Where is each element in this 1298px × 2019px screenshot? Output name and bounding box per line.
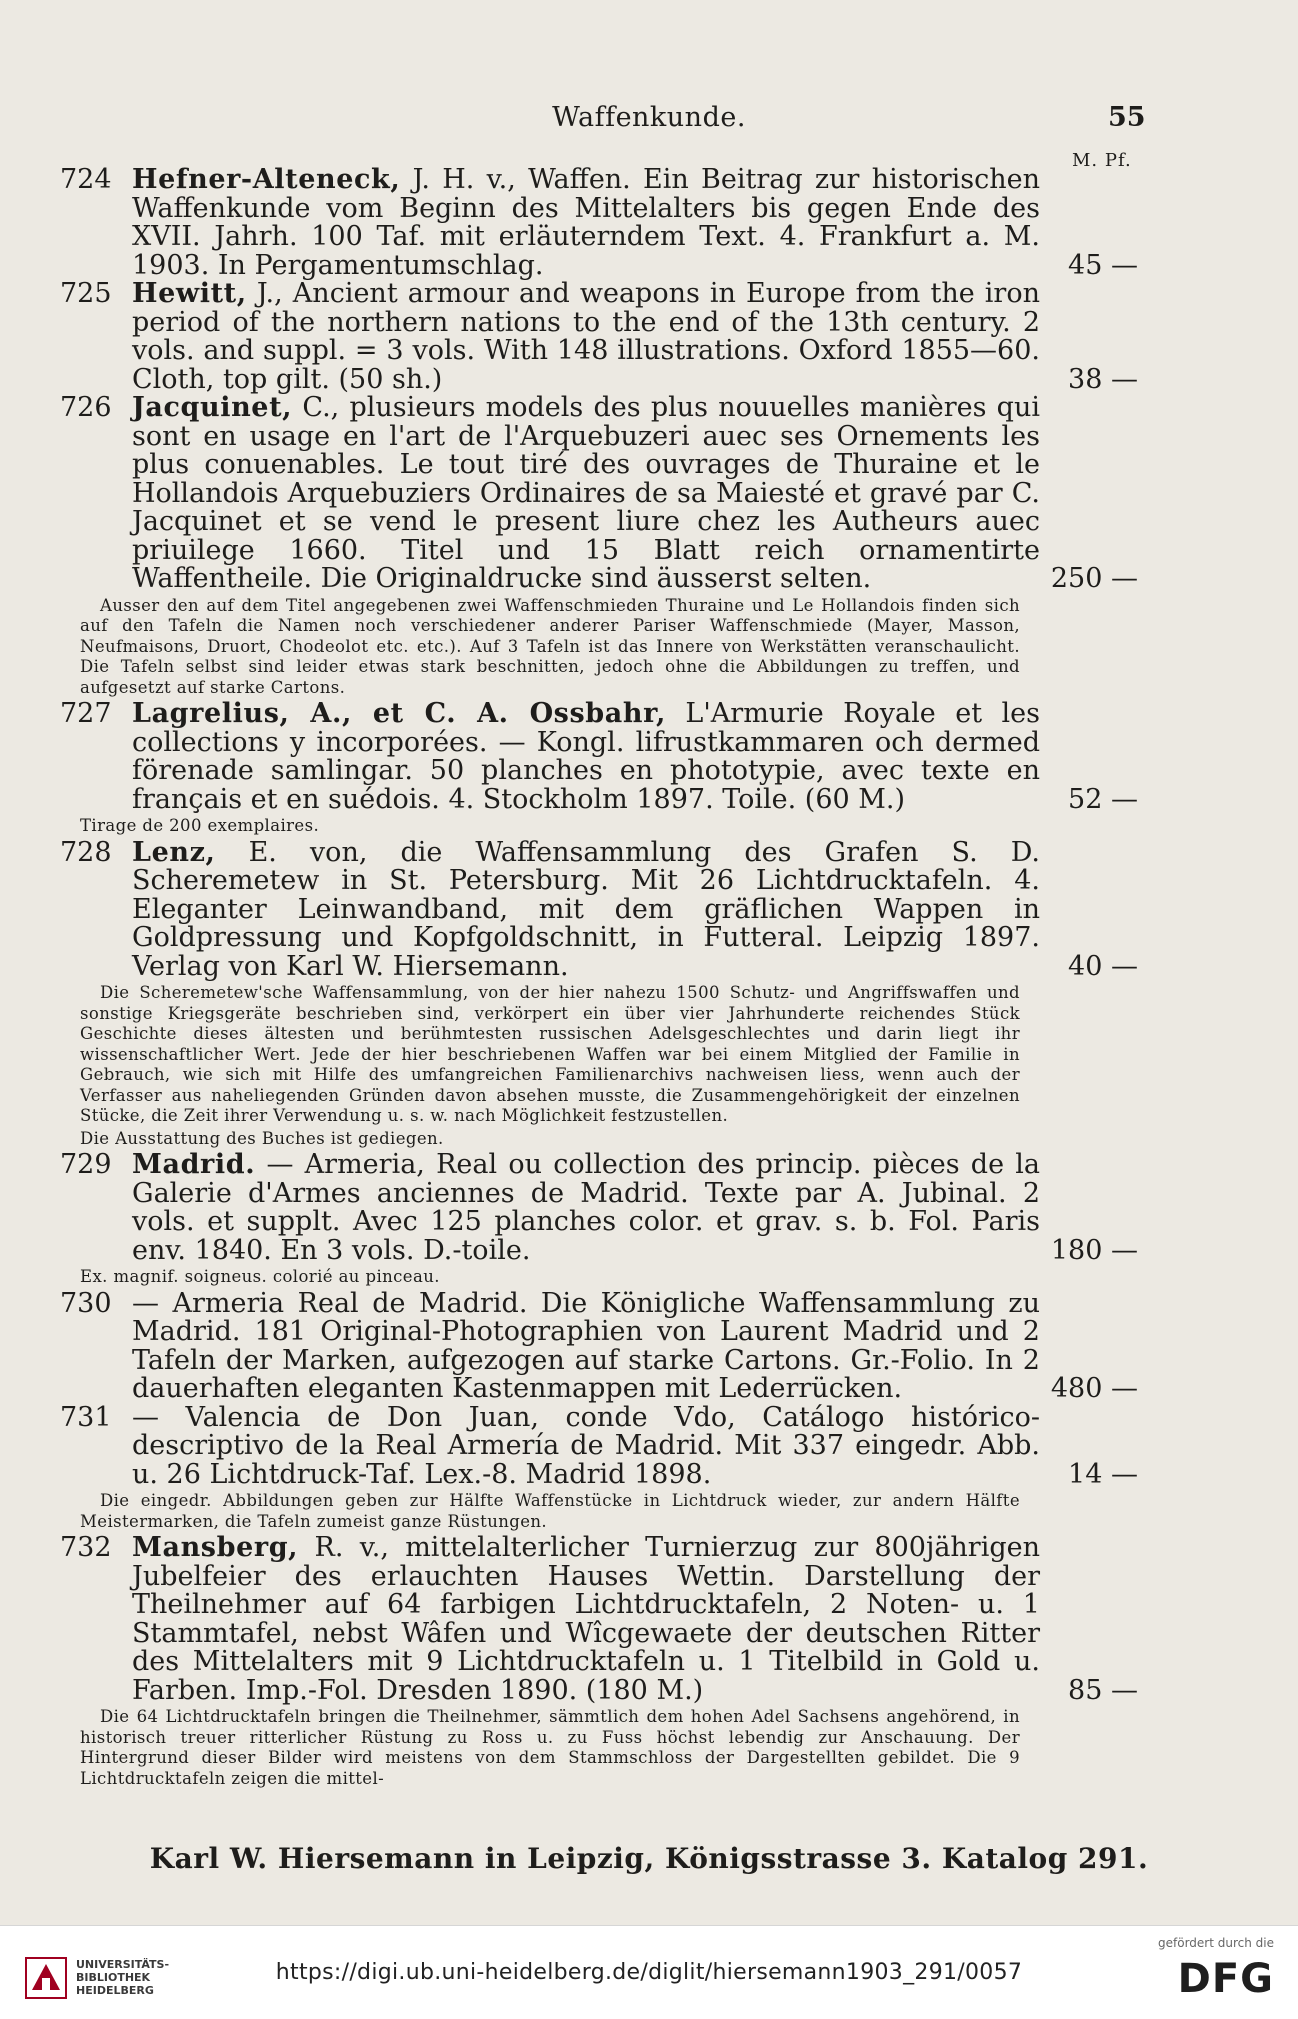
catalog-entry [60,836,1140,982]
library-name-line1: UNIVERSITÄTS- [76,1958,170,1971]
entry-text [132,278,1138,395]
entry-body [132,1534,1120,1705]
entry-number: 729 [60,1149,112,1180]
entry-author: Hewitt, [132,278,247,309]
entry-author: Lagrelius, A., et C. A. Ossbahr, [132,698,666,729]
catalog-entry [60,700,1140,814]
entry-author: Jacquinet, [132,392,293,423]
entry-price: 40 — [1068,950,1138,982]
entry-number: 725 [60,278,112,309]
entry-body [132,394,1120,594]
entry-number: 732 [60,1532,112,1563]
library-name-line2: BIBLIOTHEK [76,1971,151,1984]
entry-number: 726 [60,392,112,423]
catalog-footer: Karl W. Hiersemann in Leipzig, Königsstrasse 3. Katalog 291. [149,1842,1149,1875]
entry-price: 480 — [1050,1373,1138,1404]
entry-price: 85 — [1068,1674,1138,1706]
price-column-header: M. Pf. [1072,150,1132,171]
entry-author: Mansberg, [132,1532,299,1563]
entry-text [132,1401,1138,1490]
entry-body [132,836,1120,982]
entry-description: J., Ancient armour and weapons in Europe from the iron period of the northern nations to the end of the 13th century. 2 vols. and suppl. = 3 vols. With 148 illustrations. Oxford 1855—60. Cloth, top gilt. (50 sh.) [132,278,1040,395]
entry-number: 731 [60,1401,112,1433]
entry-text [132,1532,1138,1706]
entry-author: Lenz, [132,836,216,868]
entry-description: C., plusieurs models des plus nouuelles manières qui sont en usage en l'art de l'Arquebuzeri auec ses Ornements les plus conuenables. Le tout tiré des ouvrages de Thuraine et le Hollandois Arquebuziers Ordinaires de sa Maiesté et gravé par C. Jacquinet et se vend le present liure chez les Autheurs auec priuilege 1660. Titel und 15 Blatt reich ornamentirte Waffentheile. Die Originaldrucke sind äusserst selten. [132,392,1040,594]
entry-note: Die 64 Lichtdrucktafeln bringen die Theilnehmer, sämmtlich dem hohen Adel Sachsens angehörend, in historisch treuer ritterlicher Rüstung zu Ross u. zu Fuss höchst lebendig zur Anschauung. Der Hintergrund dieser Bilder wird meistens von dem Stammschloss der Dargestellten gebildet. Die 9 Lichtdrucktafeln zeigen die mittel- [80,1707,1020,1788]
entry-description: — Valencia de Don Juan, conde Vdo, Catálogo histórico-descriptivo de la Real Armería de Madrid. Mit 337 eingedr. Abb. u. 26 Lichtdruck-Taf. Lex.-8. Madrid 1898. [132,1401,1040,1490]
entry-price: 52 — [1068,783,1138,815]
catalog-entry [60,166,1140,280]
entry-description: L'Armurie Royale et les collections y incorporées. — Kongl. lifrustkammaren och dermed förenade samlingar. 50 planches en phototypie, avec texte en français et en suédois. 4. Stockholm 1897. Toile. (60 M.) [132,698,1040,815]
catalog-entry [60,1151,1140,1265]
entry-body [132,1401,1120,1490]
entry-description: R. v., mittelalterlicher Turnierzug zur 800jährigen Jubelfeier des erlauchten Hauses Wettin. Darstellung der Theilnehmer auf 64 farbigen Lichtdrucktafeln, 2 Noten- u. 1 Stammtafel, nebst Wâfen und Wîcgewaete der deutschen Ritter des Mittelalters mit 9 Lichtdrucktafeln u. 1 Titelbild in Gold u. Farben. Imp.-Fol. Dresden 1890. (180 M.) [132,1532,1040,1706]
entry-note: Die eingedr. Abbildungen geben zur Hälfte Waffenstücke in Lichtdruck wieder, zur andern Hälfte Meistermarken, die Tafeln zumeist ganze Rüstungen. [80,1491,1020,1531]
entry-note: Die Ausstattung des Buches ist gediegen. [80,1128,444,1148]
entry-text [132,836,1138,982]
page-number: 55 [1108,102,1146,133]
entry-body [132,280,1120,394]
entry-text [132,164,1138,281]
catalog-entry [60,1534,1140,1705]
entry-description: J. H. v., Waffen. Ein Beitrag zur historischen Waffenkunde vom Beginn des Mittelalters bis gegen Ende des XVII. Jahrh. 100 Taf. mit erläuterndem Text. 4. Frankfurt a. M. 1903. In Pergamentumschlag. [132,164,1040,281]
entry-price: 38 — [1068,363,1138,395]
entry-price: 250 — [1050,563,1138,594]
running-head: Waffenkunde. [552,102,746,133]
entry-author: Hefner-Alteneck, [132,164,401,195]
entry-text [132,1287,1138,1404]
catalog-entry [60,394,1140,594]
entry-description: — Armeria Real de Madrid. Die Königliche Waffensammlung zu Madrid. 181 Original-Photographien von Laurent Madrid und 2 Tafeln der Marken, aufgezogen auf starke Cartons. Gr.-Folio. In 2 dauerhaften eleganten Kastenmappen mit Lederrücken. [132,1287,1040,1404]
entry-note: Die Scheremetew'sche Waffensammlung, von der hier nahezu 1500 Schutz- und Angriffswaffen und sonstige Kriegsgeräte beschrieben sind, verkörpert ein über vier Jahrhunderte reichendes Stück Geschichte dieses ältesten und berühmtesten russischen Adelsgeschlechtes und darin liegt ihr wissenschaftlicher Wert. Jede der hier beschriebenen Waffen war bei einem Mitglied der Familie in Gebrauch, wie sich mit Hilfe des umfangreichen Familienarchivs nachweisen liess, wenn auch der Verfasser aus naheliegenden Gründen davon absehen musste, die Zusammengehörigkeit der einzelnen Stücke, die Zeit ihrer Verwendung u. s. w. nach Möglichkeit festzustellen. [80,983,1020,1125]
entry-note: Ex. magnif. soigneus. colorié au pinceau. [80,1267,440,1286]
catalog-entries [60,166,1140,1791]
library-name-line3: HEIDELBERG [76,1984,154,1997]
entry-body [132,166,1120,280]
permalink-url[interactable]: https://digi.ub.uni-heidelberg.de/diglit/hiersemann1903_291/0057 [275,1960,1023,1985]
entry-note: Tirage de 200 exemplaires. [80,816,320,835]
entry-price: 14 — [1068,1458,1138,1490]
sponsor-caption: gefördert durch die [1158,1936,1274,1950]
dfg-logo[interactable]: DFG [1177,1956,1274,2002]
entry-number: 728 [60,836,112,868]
entry-number: 727 [60,698,112,729]
entry-description: E. von, die Waffensammlung des Grafen S. D. Scheremetew in St. Petersburg. Mit 26 Lichtdrucktafeln. 4. Eleganter Leinwandband, mit dem gräflichen Wappen in Goldpressung und Kopfgoldschnitt, in Futteral. Leipzig 1897. Verlag von Karl W. Hiersemann. [132,836,1040,982]
entry-body [132,1151,1120,1265]
entry-number: 724 [60,164,112,195]
catalog-entry [60,280,1140,394]
entry-note: Ausser den auf dem Titel angegebenen zwei Waffenschmieden Thuraine und Le Hollandois finden sich auf den Tafeln die Namen noch verschiedener anderer Pariser Waffenschmiede (Mayer, Masson, Neufmaisons, Druort, Chodeolot etc. etc.). Auf 3 Tafeln ist das Innere von Werkstätten veranschaulicht. Die Tafeln selbst sind leider etwas stark beschnitten, jedoch ohne die Abbildungen zu treffen, und aufgesetzt auf starke Cartons. [80,595,1020,697]
entry-number: 730 [60,1287,112,1319]
entry-body [132,1287,1120,1404]
catalog-entry [60,1401,1140,1490]
entry-text [132,392,1138,594]
entry-author: Madrid. [132,1149,256,1180]
viewer-bottom-bar [0,1925,1298,2019]
entry-text [132,698,1138,815]
entry-body [132,700,1120,814]
entry-price: 45 — [1068,249,1138,281]
entry-description: — Armeria, Real ou collection des princip. pièces de la Galerie d'Armes anciennes de Madrid. Texte par A. Jubinal. 2 vols. et supplt. Avec 125 planches color. et grav. s. b. Fol. Paris env. 1840. En 3 vols. D.-toile. [132,1149,1040,1266]
entry-text [132,1149,1138,1266]
entry-price: 180 — [1050,1234,1138,1266]
catalog-entry [60,1287,1140,1404]
